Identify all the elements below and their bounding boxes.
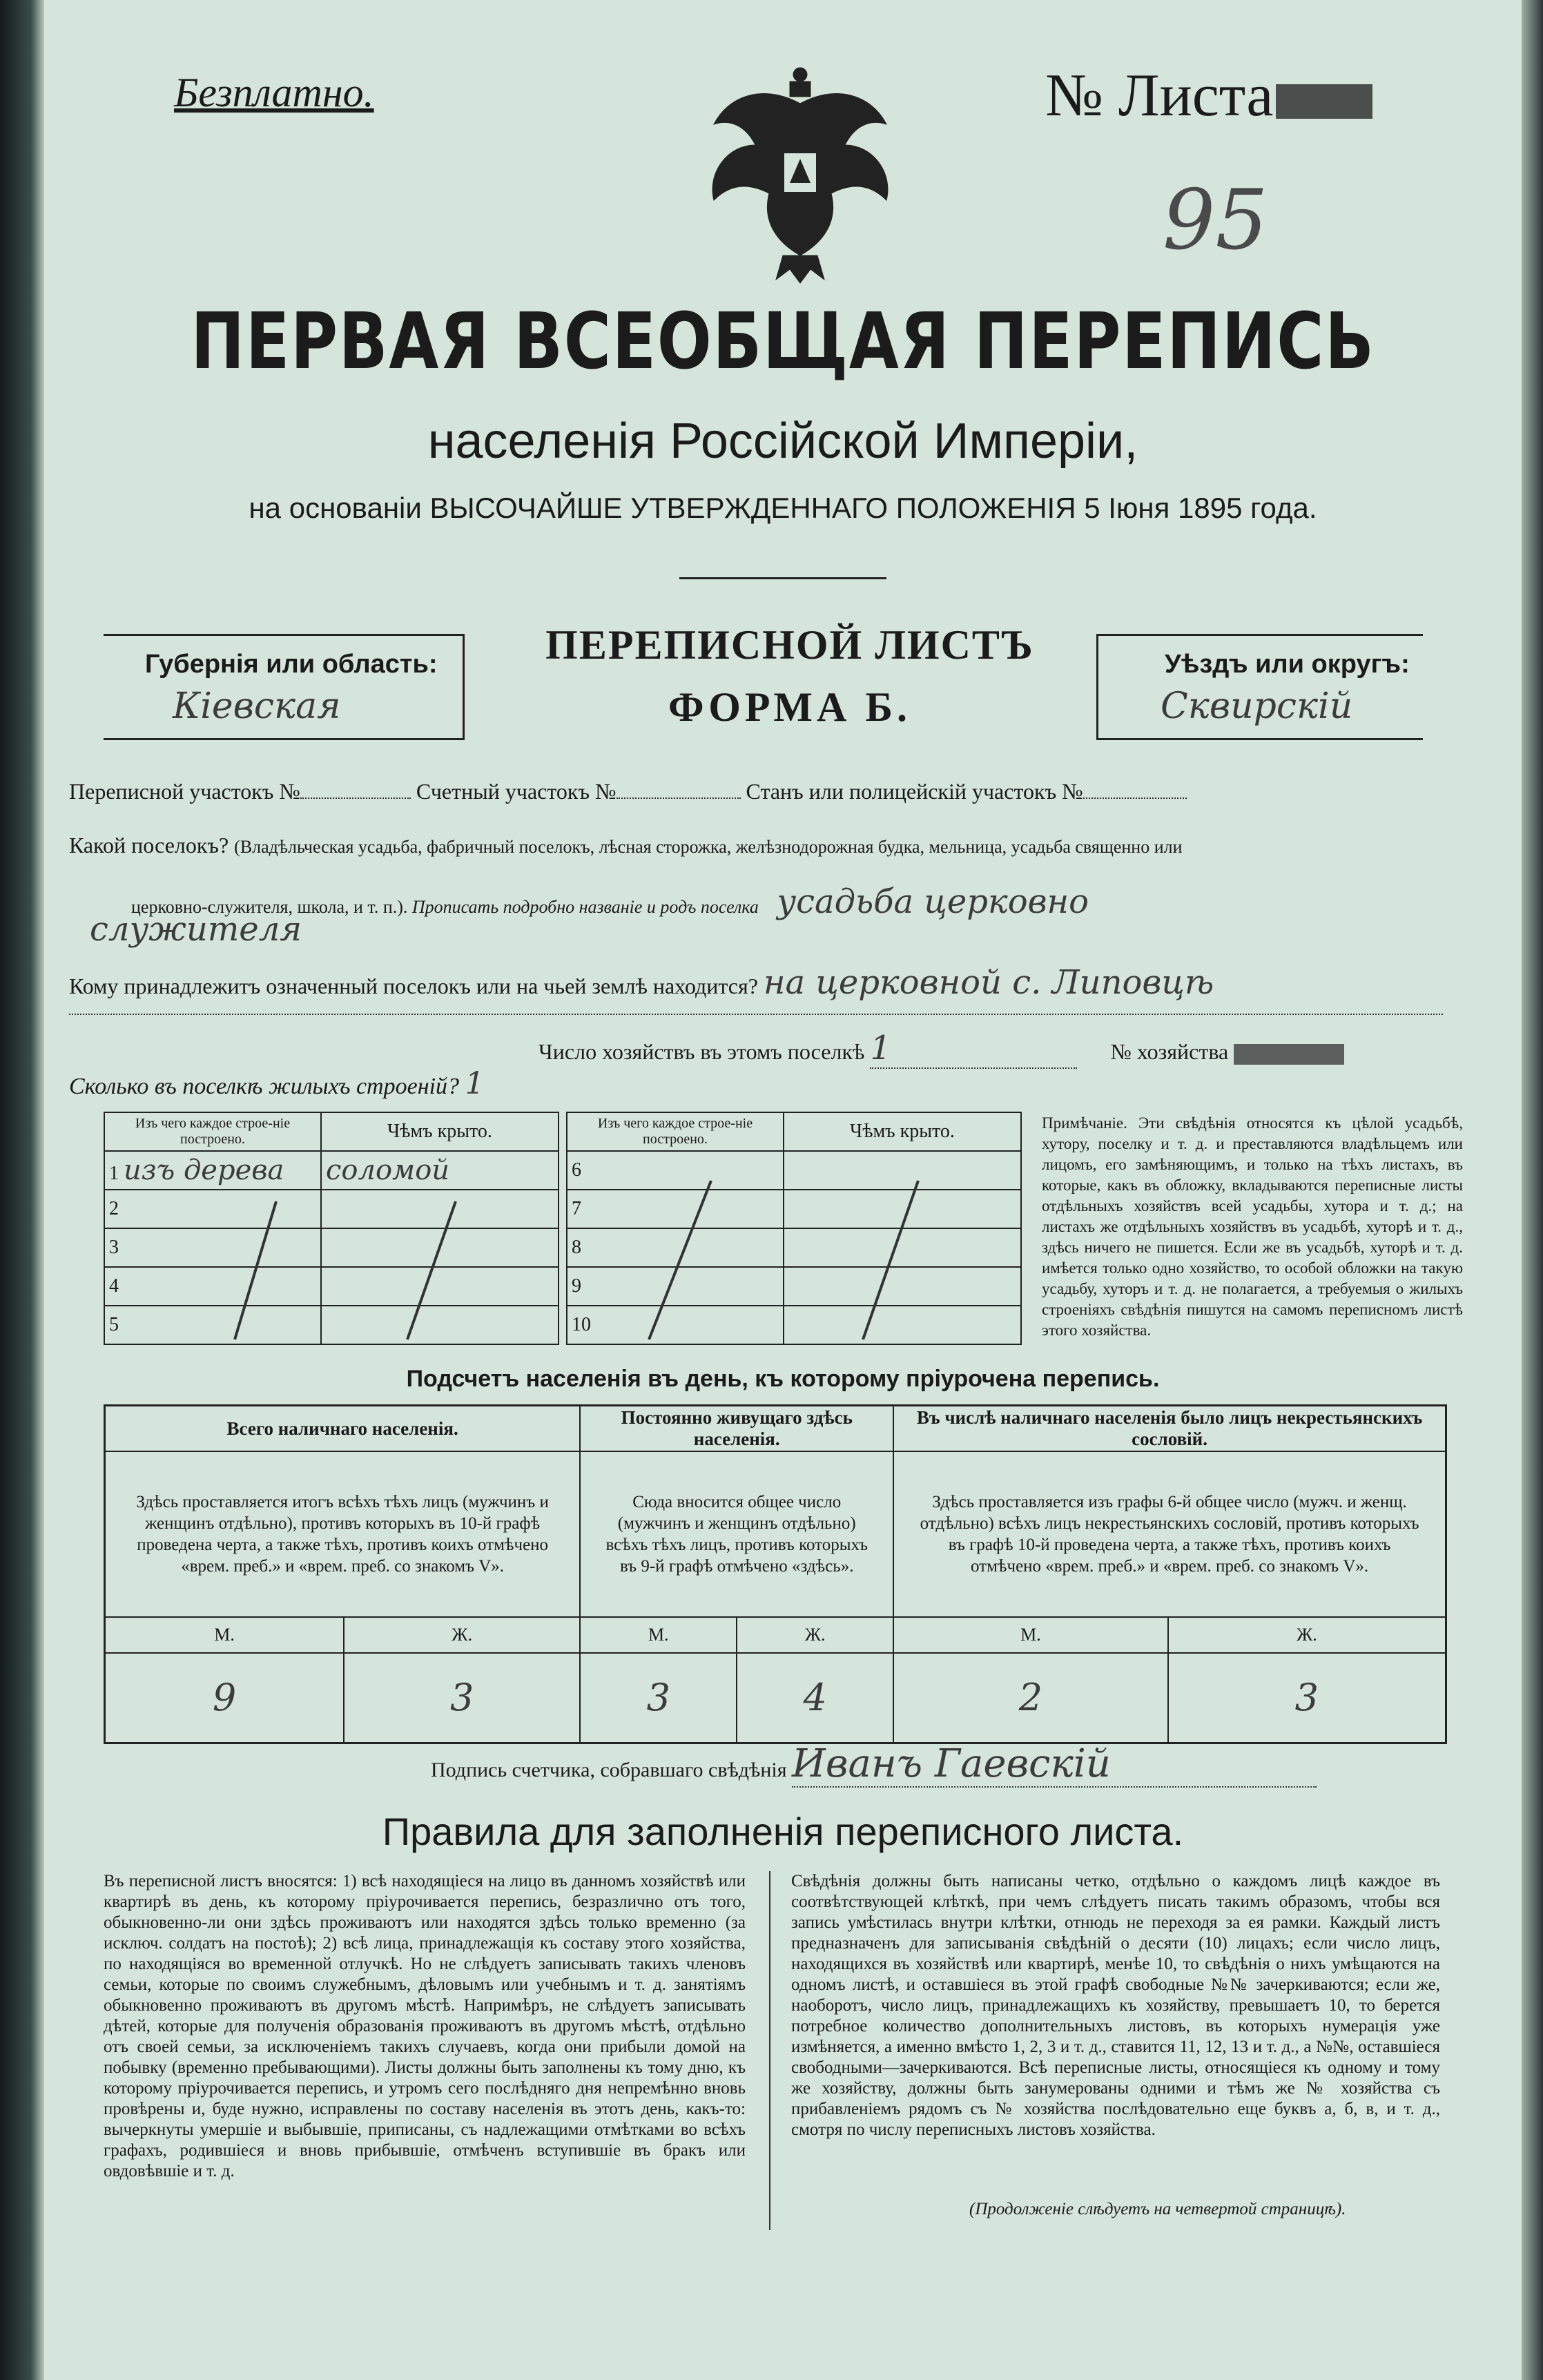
building-row: 6 [567, 1151, 784, 1190]
hoz-count-value: 1 [870, 1029, 1077, 1069]
col-built-header: Изъ чего каждое строе-ніе построено. [104, 1112, 321, 1151]
gubernia-label: Губернія или область: [145, 650, 438, 679]
building-row: 3 [104, 1228, 321, 1267]
census-sheet [44, 0, 1522, 2380]
komu-line [69, 963, 1214, 1002]
poselok-hint-2: церковно-служителя, школа, и т. п.). [131, 897, 408, 917]
uezd-value: Сквирскій [1161, 686, 1353, 727]
pencil-page-number: 95 [1163, 173, 1268, 269]
building-row: 4 [104, 1267, 321, 1306]
row1-roof-value: соломой [321, 1151, 559, 1190]
total-present-desc: Здѣсь проставляется итогъ всѣхъ тѣхъ лицъ (мужчинъ и женщинъ отдѣльно), противъ которыхъ въ 10-й графѣ проведена черта, а также тѣхъ, противъ коихъ отмѣчено «врем. преб.» и «врем. преб. со знакомъ V». [105, 1451, 581, 1617]
rules-continued-note: (Продолженіе слѣдуетъ на четвертой страницѣ). [969, 2200, 1346, 2218]
stan-label: Станъ или полицейскій участокъ № [746, 779, 1083, 804]
building-row: 2 [104, 1190, 321, 1228]
building-row: 8 [567, 1228, 784, 1267]
non-peasant-male-value: 2 [893, 1653, 1168, 1743]
list-number [1045, 61, 1372, 130]
komu-value: на церковной с. Липовцѣ [763, 963, 1214, 1002]
population-count-table [104, 1404, 1447, 1744]
rules-right-column: Свѣдѣнія должны быть написаны четко, отдѣльно о каждомъ лицѣ каждое въ соотвѣтствующей клѣткѣ, при чемъ слѣдуетъ писать такимъ образомъ, чтобы вся запись умѣстилась внутри клѣтки, отнюдь не переходя за ея рамки. Каждый листъ предназначенъ для записыванія свѣдѣній о десяти (10) лицахъ; если число лицъ, находящихся въ хозяйствѣ или квартирѣ, менѣе 10, то свѣдѣнія о нихъ умѣщаются на одномъ листѣ, и оставшіеся въ этой графѣ свободные №№ зачеркиваются; если же, наоборотъ, число лицъ, принадлежащихъ къ хозяйству, превышаетъ 10, то берется потребное количество дополнительныхъ листовъ, въ которыхъ нумерація уже измѣняется, а именно вмѣсто 1, 2, 3 и т. д., ставится 11, 12, 13 и т. д., а №№, оставшіеся свободными—зачеркиваются. Всѣ переписные листы, относящіеся къ одному и тому же хозяйству, должны быть занумерованы одними и тѣмъ же № хозяйства съ прибавленіемъ рядомъ съ № хозяйства послѣдовательно еще буквъ а, б, в, и т. д., смотря по числу переписныхъ листовъ хозяйства. [791, 1872, 1440, 2139]
female-header: Ж. [344, 1617, 580, 1653]
rules-title: Правила для заполненія переписного листа. [382, 1810, 1184, 1853]
permanent-header: Постоянно живущаго здѣсь населенія. [580, 1406, 893, 1452]
uchastok-line [69, 779, 1187, 804]
building-row: 7 [567, 1190, 784, 1228]
male-header: М. [105, 1617, 344, 1653]
gubernia-value: Кіевская [173, 686, 341, 727]
list-number-redaction [1276, 84, 1372, 119]
male-header: М. [580, 1617, 737, 1653]
non-peasant-header: Въ числѣ наличнаго населенія было лицъ некрестьянскихъ сословій. [893, 1406, 1446, 1452]
building-row: 1 изъ дерева [104, 1151, 321, 1190]
col-roof-header: Чѣмъ крыто. [784, 1112, 1021, 1151]
stroeniy-line [69, 1066, 485, 1101]
census-title: ПЕРВАЯ ВСЕОБЩАЯ ПЕРЕПИСЬ [191, 297, 1375, 387]
poselok-value-1: усадьба церковно [777, 882, 1089, 921]
scan-left-edge [0, 0, 44, 2380]
total-female-value: 3 [344, 1653, 580, 1743]
komu-underline [69, 1014, 1443, 1015]
gratis-label: Безплатно. [174, 70, 374, 115]
stroeniy-label: Сколько въ поселкѣ жилыхъ строеній? [69, 1074, 460, 1099]
permanent-male-value: 3 [580, 1653, 737, 1743]
rules-column-divider [769, 1871, 770, 2230]
hoz-count-label: Число хозяйствъ въ этомъ поселкѣ [538, 1039, 865, 1064]
total-male-value: 9 [105, 1653, 344, 1743]
uezd-label: Уѣздъ или округъ: [1165, 650, 1410, 679]
form-title: ПЕРЕПИСНОЙ ЛИСТЪ [545, 622, 1034, 668]
census-subtitle: населенія Россійской Имперіи, [427, 414, 1138, 469]
row1-built-value: изъ дерева [124, 1154, 284, 1186]
signature-value: Иванъ Гаевскій [792, 1741, 1317, 1788]
male-header: М. [893, 1617, 1168, 1653]
non-peasant-female-value: 3 [1168, 1653, 1446, 1743]
total-present-header: Всего наличнаго населенія. [105, 1406, 581, 1452]
building-row: 10 [567, 1306, 784, 1344]
form-b-label: ФОРМА Б. [668, 684, 912, 730]
scan-right-edge [1522, 0, 1543, 2380]
non-peasant-desc: Здѣсь проставляется изъ графы 6-й общее число (мужч. и женщ. отдѣльно) всѣхъ лицъ некрестьянскихъ сословій, противъ которыхъ въ графѣ 10-й проведена черта, а также тѣхъ, противъ коихъ отмѣчено «врем. преб.» и «врем. преб. со знакомъ V». [893, 1451, 1446, 1617]
signature-label: Подпись счетчика, собравшаго свѣдѣнія [431, 1759, 787, 1781]
podschet-title: Подсчетъ населенія въ день, къ которому пріурочена перепись. [406, 1366, 1160, 1392]
col-roof-header: Чѣмъ крыто. [321, 1112, 559, 1151]
buildings-strike-marks [104, 1139, 1022, 1346]
building-row: 5 [104, 1306, 321, 1344]
uezd-box [1096, 634, 1423, 740]
uchastok-label: Переписной участокъ № [69, 779, 300, 804]
schetny-label: Счетный участокъ № [416, 779, 617, 804]
poselok-value-2: служителя [90, 910, 302, 949]
gubernia-box [104, 634, 465, 740]
permanent-desc: Сюда вносится общее число (мужчинъ и женщинъ отдѣльно) всѣхъ тѣхъ лицъ, противъ которыхъ въ 9-й графѣ отмѣчено «здѣсь». [580, 1451, 893, 1617]
female-header: Ж. [737, 1617, 893, 1653]
census-decree-line: на основаніи ВЫСОЧАЙШЕ УТВЕРЖДЕННАГО ПОЛОЖЕНІЯ 5 Іюня 1895 года. [249, 492, 1317, 524]
buildings-note: Примѣчаніе. Эти свѣдѣнія относятся къ цѣлой усадьбѣ, хутору, поселку и т. д. и преставляются владѣльцемъ или лицомъ, его замѣняющимъ, и только на тѣхъ листахъ, въ которые, какъ въ обложку, вкладываются переписные листы отдѣльныхъ хозяйствъ всей усадьбы, хутора и т. д.; на листахъ же отдѣльныхъ хозяйствъ въ усадьбѣ, хуторѣ и т. д., здѣсь ничего не пишется. Если же въ усадьбѣ, хуторѣ и т. д. имѣется только одно хозяйство, то особой обложки на такую усадьбу, хуторъ и т. д. не полагается, а требуемыя о жилыхъ строеніяхъ свѣдѣнія пишутся на самомъ переписномъ листѣ этого хозяйства. [1042, 1114, 1463, 1339]
title-divider [679, 577, 886, 579]
permanent-female-value: 4 [737, 1653, 893, 1743]
double-headed-eagle-emblem [686, 55, 914, 290]
hoz-no-redaction [1234, 1044, 1344, 1065]
poselok-label: Какой поселокъ? [69, 833, 229, 858]
poselok-hint-3: Прописать подробно названіе и родъ поселка [411, 897, 759, 917]
hoz-no-label: № хозяйства [1110, 1039, 1229, 1064]
list-number-label: № Листа [1045, 62, 1274, 129]
hoz-line [538, 1029, 1344, 1069]
poselok-hint-1: (Владѣльческая усадьба, фабричный поселокъ, лѣсная сторожка, желѣзнодорожная будка, мельница, усадьба священно или [234, 837, 1183, 857]
komu-label: Кому принадлежитъ означенный поселокъ или на чьей землѣ находится? [69, 974, 758, 998]
female-header: Ж. [1168, 1617, 1446, 1653]
signature-line [431, 1741, 1317, 1788]
poselok-line [69, 833, 1183, 858]
building-row: 9 [567, 1267, 784, 1306]
stroeniy-value: 1 [465, 1066, 485, 1101]
col-built-header: Изъ чего каждое строе-ніе построено. [567, 1112, 784, 1151]
rules-left-column: Въ переписной листъ вносятся: 1) всѣ находящіеся на лицо въ данномъ хозяйствѣ или квартирѣ въ день, къ которому пріурочивается перепись, безразлично отъ того, обыкновенно-ли они здѣсь проживаютъ или находятся здѣсь только временно (за исключ. солдатъ на постоѣ); 2) всѣ лица, принадлежащія къ составу этого хозяйства, по находящіяся во временной отлучкѣ. Но не слѣдуетъ записывать такихъ членовъ семьи, которые по своимъ служебнымъ, дѣловымъ или учебнымъ и т. д. занятіямъ обыкновенно проживаютъ въ другомъ мѣстѣ. Напримѣръ, не слѣдуетъ записывать дѣтей, которые для полученія образованія проживаютъ въ другомъ мѣстѣ, отдѣльно отъ своей семьи, за исключеніемъ такихъ случаевъ, когда они прибыли домой на побывку (временно пребывающими). Листы должны быть заполнены къ тому дню, къ которому пріурочивается перепись, и утромъ сего послѣдняго дня непремѣнно вновь провѣрены и, буде нужно, исправлены по составу населенія въ этотъ день, какъ-то: вычеркнуты умершіе и выбывшіе, приписаны, съ надлежащими отмѣтками во всѣхъ графахъ, родившіеся и вновь прибывшіе, отмѣченъ вступившіе въ бракъ или овдовѣвшіе и т. д. [104, 1872, 746, 2180]
